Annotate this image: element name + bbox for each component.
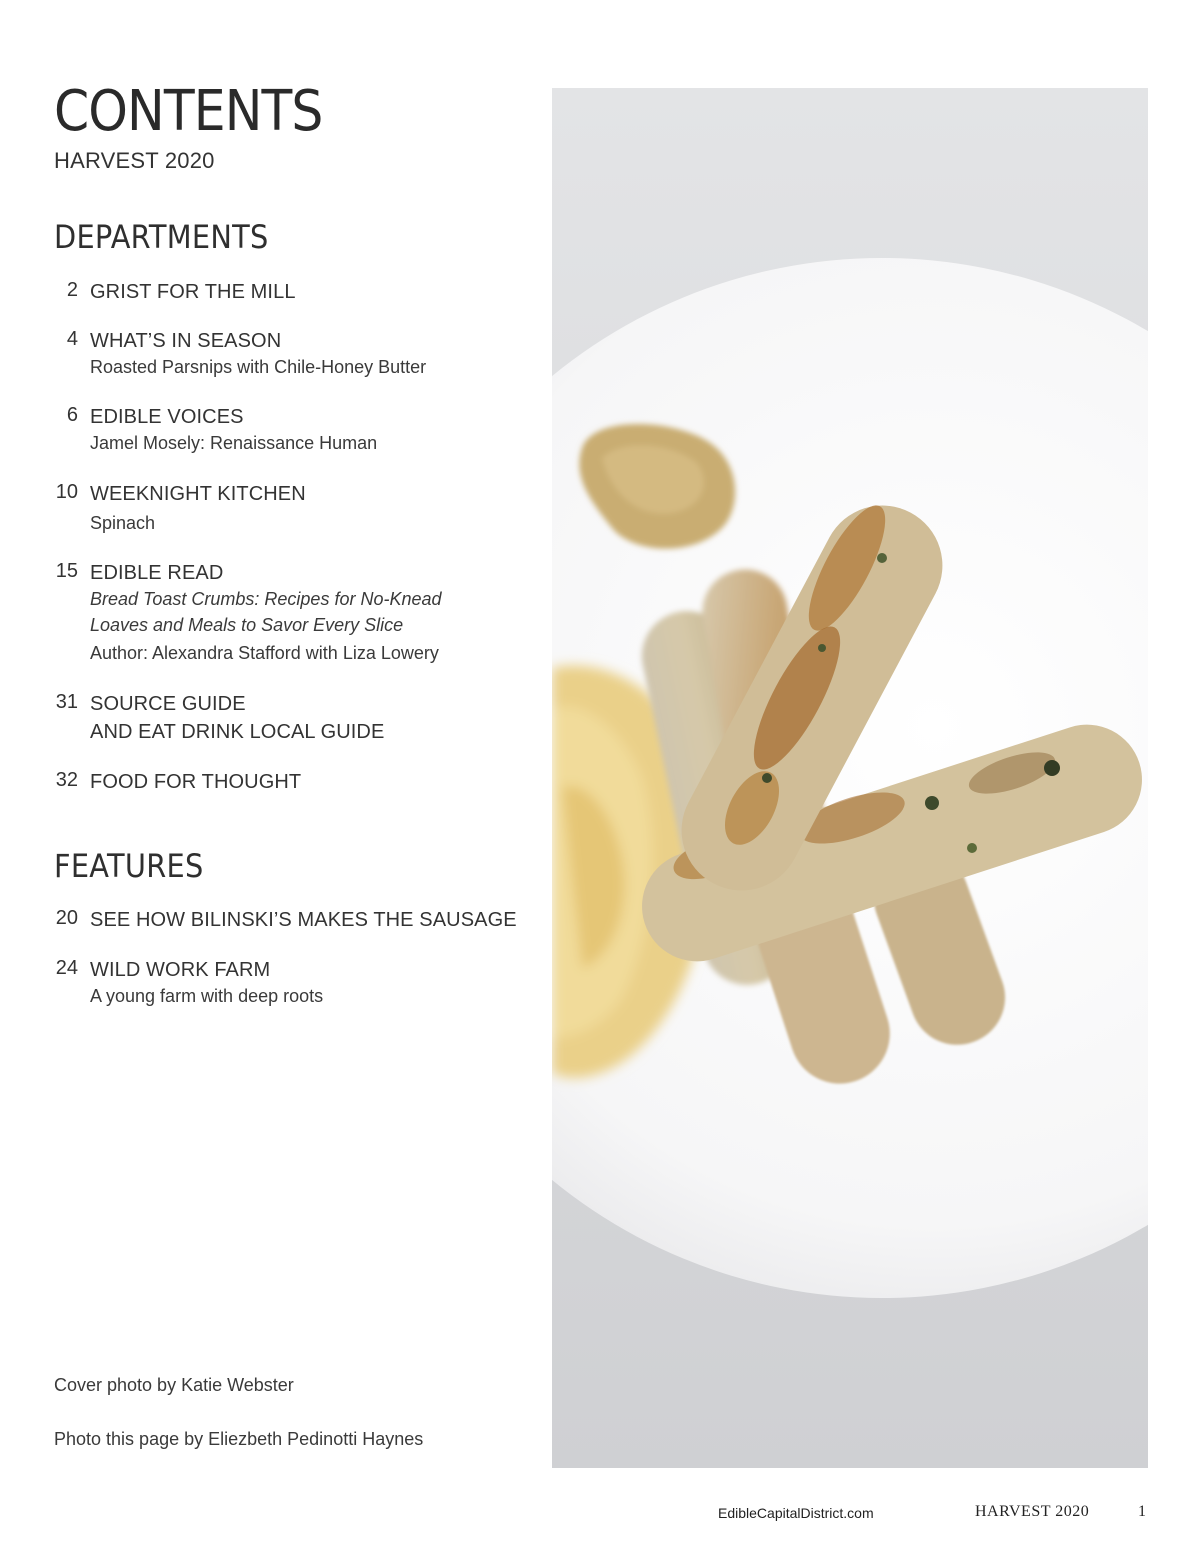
entry-title: WHAT’S IN SEASON [90, 330, 282, 352]
cover-photo-credit: Cover photo by Katie Webster [54, 1375, 294, 1395]
entry-title: SEE HOW BILINSKI’S MAKES THE SAUSAGE [90, 909, 517, 931]
book-author: Author: Alexandra Stafford with Liza Lowery [90, 643, 439, 663]
page-number: 6 [66, 404, 78, 426]
page-number-footer: 1 [1138, 1503, 1146, 1520]
entry-title: EDIBLE READ [90, 562, 224, 584]
page-title: CONTENTS [54, 79, 323, 144]
issue-label: HARVEST 2020 [54, 148, 215, 173]
departments-heading: DEPARTMENTS [54, 218, 269, 256]
features-heading: FEATURES [54, 847, 204, 885]
entry-title: GRIST FOR THE MILL [90, 281, 296, 303]
entry-subtitle: Roasted Parsnips with Chile-Honey Butter [90, 357, 427, 377]
page-number: 32 [55, 769, 78, 791]
book-title-line-1: Bread Toast Crumbs: Recipes for No-Knead [90, 589, 442, 609]
entry-title: EDIBLE VOICES [90, 406, 244, 428]
page-number: 20 [55, 907, 78, 929]
entry-subtitle: A young farm with deep roots [90, 986, 324, 1006]
sausages-photo [552, 88, 1148, 1468]
page-number: 2 [66, 279, 78, 301]
footer-website[interactable]: EdibleCapitalDistrict.com [718, 1505, 874, 1521]
entry-title-line-2: AND EAT DRINK LOCAL GUIDE [90, 721, 385, 743]
entry-subtitle: Jamel Mosely: Renaissance Human [90, 433, 378, 453]
page-number: 10 [55, 481, 78, 503]
entry-title: WEEKNIGHT KITCHEN [90, 483, 306, 505]
entry-subtitle: Spinach [90, 513, 156, 533]
page-number: 4 [66, 328, 78, 350]
entry-title: FOOD FOR THOUGHT [90, 771, 302, 793]
page-photo-credit: Photo this page by Eliezbeth Pedinotti Haynes [54, 1429, 424, 1449]
page-number: 15 [55, 560, 78, 582]
page-number: 24 [55, 957, 78, 979]
footer-issue: HARVEST 2020 [975, 1503, 1090, 1520]
book-title-line-2: Loaves and Meals to Savor Every Slice [90, 615, 404, 635]
page-number: 31 [55, 691, 78, 713]
entry-title: WILD WORK FARM [90, 959, 271, 981]
entry-title: SOURCE GUIDE [90, 693, 246, 715]
